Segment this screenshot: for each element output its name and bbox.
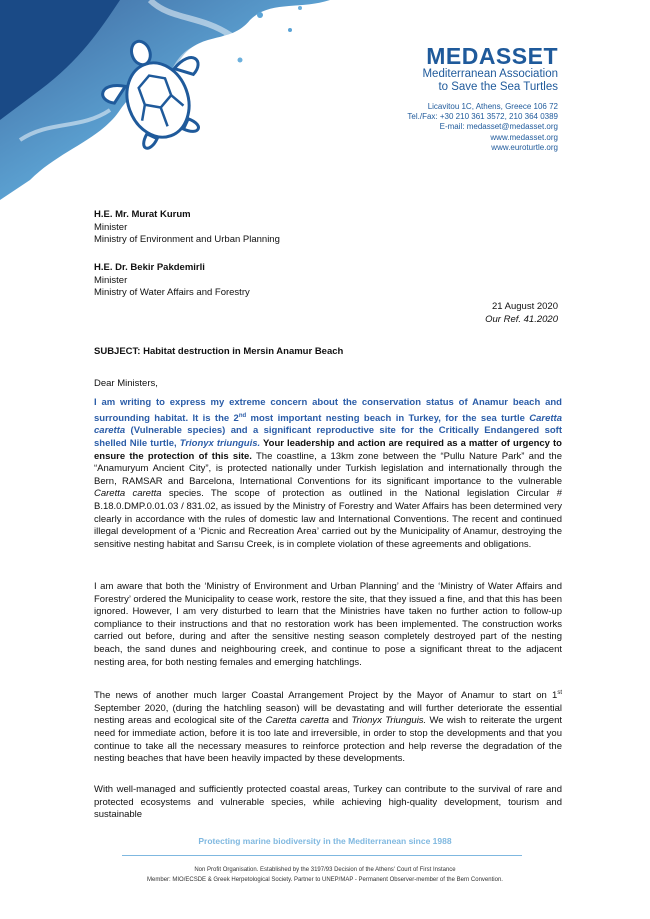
recipient-ministry: Ministry of Environment and Urban Planning [94,234,280,246]
recipient-title: Minister [94,221,128,233]
recipient-2 [94,262,250,300]
paragraph-4: With well-managed and sufficiently protected coastal areas, Turkey can contribute to the survival of rare and protected ecosystems and vulnerable species, while achieving high-quality development, tourism and sustainable [94,784,562,821]
footer-legal-1: Non Profit Organisation. Established by the 3197/93 Decision of the Athens' Court of First Instance [194,867,456,873]
recipient-title: Minister [94,274,128,286]
letter-date: 21 August 2020 [491,301,558,312]
letter-reference: Our Ref. 41.2020 [485,313,558,325]
salutation: Dear Ministers, [94,378,158,389]
org-tagline-2: to Save the Sea Turtles [438,81,558,93]
org-tagline-1: Mediterranean Association [422,68,558,80]
letter-date-block [485,301,558,326]
footer-motto: Protecting marine biodiversity in the Mediterranean since 1988 [198,836,452,846]
header-wave-art [0,0,330,200]
paragraph-1: I am writing to express my extreme concern about the conservation status of Anamur beach and surrounding habitat. It is the 2nd most important nesting beach in Turkey, for the sea turtle Caretta caretta (Vulnerable species) and a significant reproductive site for the Critically Endangered soft shelled Nile turtle, Trionyx triunguis. Your leadership and action are required as a matter of urgency to ensure the protection of this site. The coastline, a 13km zone between the “Pullu Nature Park” and the “Anamuryum Ancient City”, is protected nationally under Turkish legislation and internationally through the Bern, RAMSAR and Barcelona, International Conventions for its significant importance to the vulnerable Caretta caretta species. The scope of protection as outlined in the National legislation Circular # B.18.0.DMP.0.01.03 / 831.02, as issued by the Ministry of Forestry and Water Affairs has been determined very clearly in accordance with the rules of domestic law and International Conventions. The recent and continued illegal development of a ‘Picnic and Recreation Area’ carried out by the Municipality of Anamur, destroying the sensitive nesting habitat and Sarısu Creek, is in complete violation of these agreements and obligations. [94,397,562,550]
org-contact [407,102,558,153]
recipient-ministry: Ministry of Water Affairs and Forestry [94,287,250,299]
footer-divider [122,855,522,856]
p1-s1: I am writing to express my extreme concern about the conservation status of Anamur beach and surrounding habitat. It is the 2 [94,397,562,424]
org-name: MEDASSET [426,43,558,69]
subject-line: SUBJECT: Habitat destruction in Mersin Anamur Beach [94,346,344,357]
paragraph-2: I am aware that both the ‘Ministry of Environment and Urban Planning’ and the ‘Ministry of Water Affairs and Forestry’ ordered the Municipality to cease work, restore the site, that they issued a fine, and that this has been ignored. However, I am very disturbed to learn that the Ministries have taken no further action to follow-up compliance to their instructions and that no restoration work has been implemented. The construction works carried out before, during and after the sensitive nesting season completely destroyed part of the nesting beach, the sand dunes and neighbouring creek, and continue to pose a significant threat to the adjacent nesting area, for both nesting females and emerging hatchlings. [94,581,562,668]
org-address: Licavitou 1C, Athens, Greece 106 72 [427,102,558,111]
recipient-name: H.E. Dr. Bekir Pakdemirli [94,262,205,273]
recipient-1 [94,209,280,247]
footer-legal-2: Member: MIO/ECSDE & Greek Herpetological Society. Partner to UNEP/MAP - Permanent Observer-member of the Bern Convention. [147,877,503,883]
paragraph-3: The news of another much larger Coastal Arrangement Project by the Mayor of Anamur to start on 1st September 2020, (during the hatchling season) will be devastating and will further deteriorate the essential nesting areas and ecological site of the Caretta caretta and Trionyx Triunguis. We wish to reiterate the urgent need for immediate action, before it is too late and irreversible, in order to stop the developments and that you continue to take all the necessary measures to reinforce protection and help reverse the degradation of the nesting beaches that have been heavily impacted by these developments. [94,690,562,765]
org-web-2: www.euroturtle.org [491,142,558,152]
recipient-name: H.E. Mr. Murat Kurum [94,209,191,220]
org-phone: Tel./Fax: +30 210 361 3572, 210 364 0389 [407,112,558,122]
org-email: E-mail: medasset@medasset.org [439,122,558,132]
org-web-1: www.medasset.org [490,132,558,142]
org-header [407,44,558,153]
